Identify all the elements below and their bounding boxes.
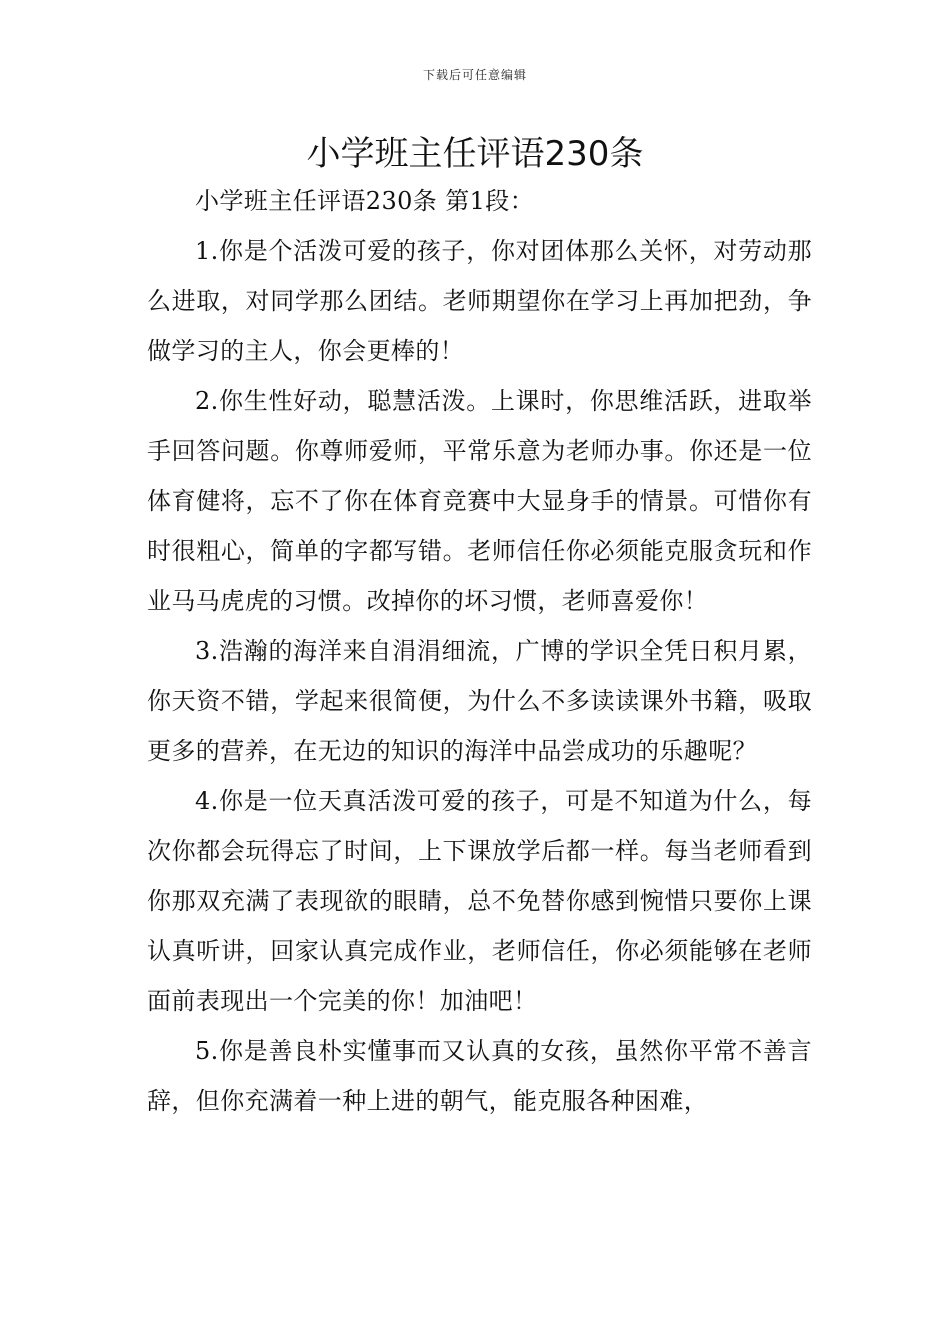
comment-paragraph-5: 5.你是善良朴实懂事而又认真的女孩，虽然你平常不善言辞，但你充满着一种上进的朝气，能克服各种困难， (147, 1037, 812, 1115)
comment-paragraph-3: 3.浩瀚的海洋来自涓涓细流，广博的学识全凭日积月累，你天资不错，学起来很简便，为什么不多读读课外书籍，吸取更多的营养，在无边的知识的海洋中品尝成功的乐趣呢？ (147, 637, 812, 765)
document-body (147, 176, 812, 1126)
section-heading: 小学班主任评语230条 第1段： (195, 187, 535, 215)
document-title: 小学班主任评语230条 (306, 134, 644, 174)
comment-paragraph-2: 2.你生性好动，聪慧活泼。上课时，你思维活跃，进取举手回答问题。你尊师爱师，平常乐意为老师办事。你还是一位体育健将，忘不了你在体育竞赛中大显身手的情景。可惜你有时很粗心，简单的字都写错。老师信任你必须能克服贪玩和作业马马虎虎的习惯。改掉你的坏习惯，老师喜爱你！ (147, 387, 812, 615)
comment-paragraph-4: 4.你是一位天真活泼可爱的孩子，可是不知道为什么，每次你都会玩得忘了时间，上下课放学后都一样。每当老师看到你那双充满了表现欲的眼睛，总不免替你感到惋惜只要你上课认真听讲，回家认真完成作业，老师信任，你必须能够在老师面前表现出一个完美的你！加油吧！ (147, 787, 812, 1015)
comment-paragraph-1: 1.你是个活泼可爱的孩子，你对团体那么关怀，对劳动那么进取，对同学那么团结。老师期望你在学习上再加把劲，争做学习的主人，你会更棒的！ (147, 237, 812, 365)
page-header-note: 下载后可任意编辑 (422, 68, 527, 82)
